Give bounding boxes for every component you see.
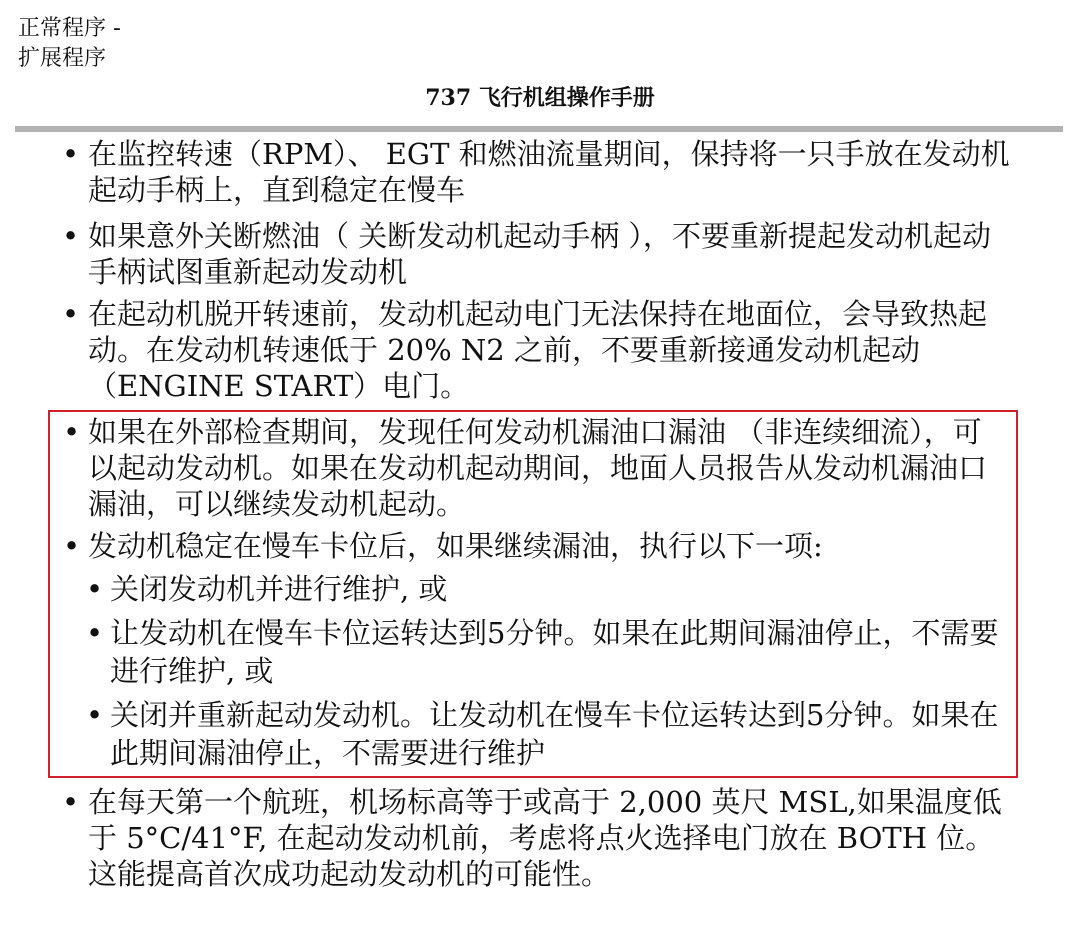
manual-title: 737 飞行机组操作手册 [425, 85, 655, 111]
bullet-marker: • [86, 616, 104, 650]
list-item-text: 在监控转速（RPM）、 EGT 和燃油流量期间，保持将一只手放在发动机起动手柄上，直到稳定在慢车 [88, 137, 1010, 207]
bullet-marker: • [86, 698, 104, 732]
section-header [18, 14, 121, 74]
list-item-text: 如果在外部检查期间，发现任何发动机漏油口漏油 （非连续细流），可以起动发动机。如果在发动机起动期间，地面人员报告从发动机漏油口漏油，可以继续发动机起动。 [88, 415, 988, 521]
list-item-text: 在起动机脱开转速前，发动机起动电门无法保持在地面位，会导致热起动。在发动机转速低于 20% N2 之前，不要重新接通发动机起动（ENGINE START）电门。 [88, 297, 988, 403]
sub-list-item [50, 570, 1016, 608]
list-item [50, 528, 1016, 564]
section-header-line1: 正常程序 - [18, 16, 121, 41]
bullet-marker: • [63, 415, 81, 449]
bullet-marker: • [86, 572, 104, 606]
sub-list-item [50, 696, 1016, 772]
bullet-marker: • [62, 219, 80, 253]
list-item [0, 784, 1080, 892]
list-item [0, 296, 1080, 404]
sub-list-item-text: 让发动机在慢车卡位运转达到5分钟。如果在此期间漏油停止，不需要进行维护, 或 [110, 616, 999, 688]
list-item-text: 在每天第一个航班，机场标高等于或高于 2,000 英尺 MSL,如果温度低于 5°C/41°F, 在起动发动机前，考虑将点火选择电门放在 BOTH 位。这能提高首次成功起动发动机的可能性。 [88, 785, 1002, 891]
list-item [50, 414, 1016, 522]
procedure-content [0, 136, 1080, 892]
bullet-marker: • [62, 297, 80, 331]
bullet-marker: • [62, 137, 80, 171]
sub-list-item-text: 关闭并重新起动发动机。让发动机在慢车卡位运转达到5分钟。如果在此期间漏油停止，不需要进行维护 [110, 698, 999, 770]
list-item-text: 发动机稳定在慢车卡位后，如果继续漏油，执行以下一项: [88, 529, 823, 563]
sub-list-item-text: 关闭发动机并进行维护, 或 [110, 572, 448, 606]
list-item [0, 218, 1080, 290]
list-item [0, 136, 1080, 208]
bullet-marker: • [63, 529, 81, 563]
section-header-line2: 扩展程序 [18, 46, 107, 71]
header-divider [15, 126, 1063, 132]
bullet-marker: • [62, 785, 80, 819]
list-item-text: 如果意外关断燃油（ 关断发动机起动手柄 ），不要重新提起发动机起动手柄试图重新起动发动机 [88, 219, 991, 289]
highlighted-note-box [48, 410, 1018, 778]
sub-list-item [50, 614, 1016, 690]
